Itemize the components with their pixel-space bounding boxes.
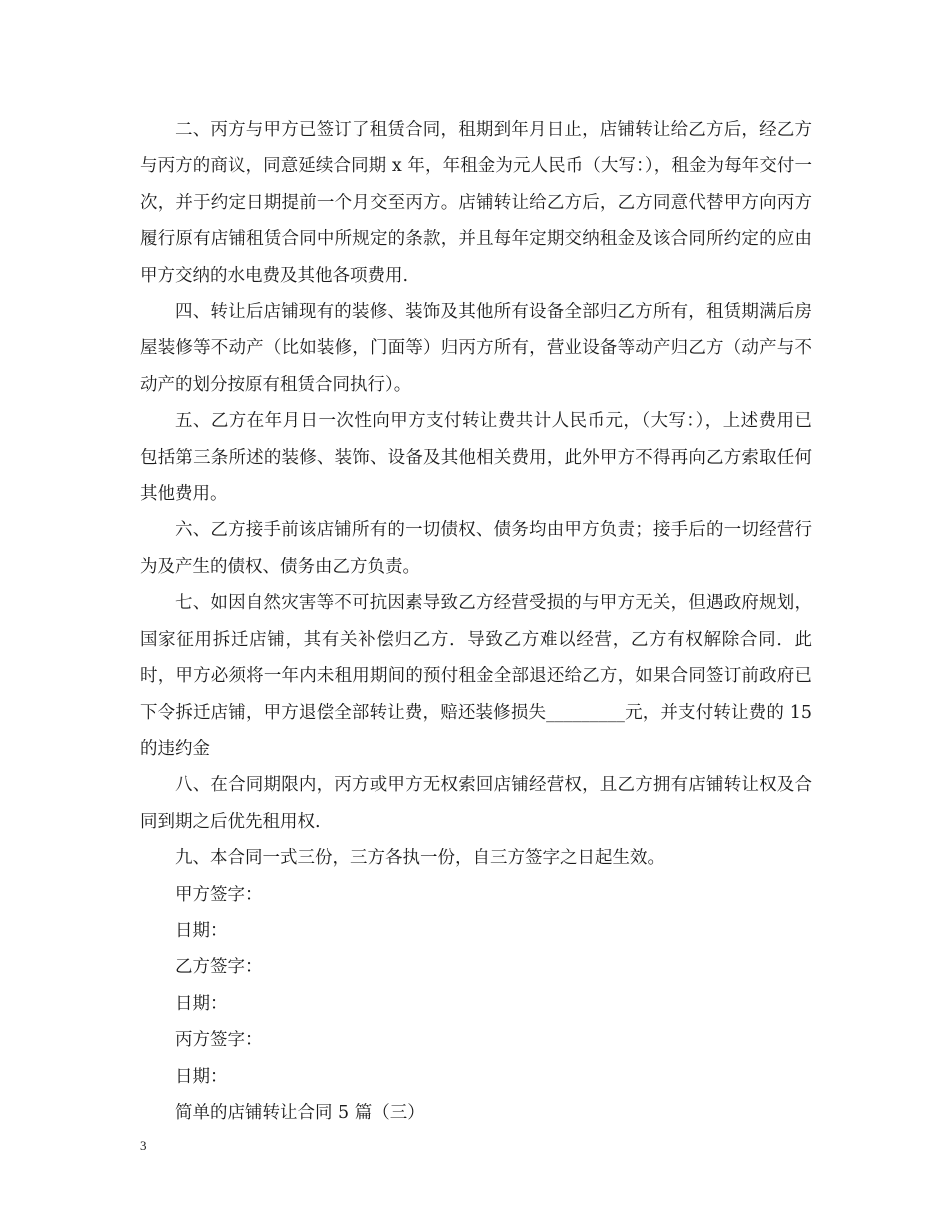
- document-body: [140, 112, 818, 1131]
- clause-8-paragraph: 八、在合同期限内，丙方或甲方无权索回店铺经营权，且乙方拥有店铺转让权及合同到期之后优先租用权.: [140, 775, 812, 832]
- party-b-date-line: 日期：: [175, 993, 228, 1014]
- clause-7-paragraph: 七、如因自然灾害等不可抗因素导致乙方经营受损的与甲方无关，但遇政府规划，国家征用拆迁店铺，其有关补偿归乙方．导致乙方难以经营，乙方有权解除合同．此时，甲方必须将一年内未租用期间的预付租金全部退还给乙方，如果合同签订前政府已下令拆迁店铺，甲方退偿全部转让费，赔还装修损失_________元，并支付转让费的 15 的违约金: [140, 593, 818, 759]
- clause-6-paragraph: 六、乙方接手前该店铺所有的一切债权、债务均由甲方负责；接手后的一切经营行为及产生的债权、债务由乙方负责。: [140, 520, 812, 577]
- party-b-signature-line: 乙方签字：: [175, 957, 263, 978]
- party-c-signature-line: 丙方签字：: [175, 1030, 263, 1051]
- clause-4-paragraph: 四、转让后店铺现有的装修、装饰及其他所有设备全部归乙方所有，租赁期满后房屋装修等不动产（比如装修，门面等）归丙方所有，营业设备等动产归乙方（动产与不动产的划分按原有租赁合同执行）。: [140, 302, 812, 395]
- clause-9-paragraph: 九、本合同一式三份，三方各执一份，自三方签字之日起生效。: [175, 848, 665, 869]
- party-a-date-line: 日期：: [175, 920, 228, 941]
- section-heading: 简单的店铺转让合同 5 篇（三）: [175, 1102, 425, 1123]
- clause-5-paragraph: 五、乙方在年月日一次性向甲方支付转让费共计人民币元，（大写：），上述费用已包括第三条所述的装修、装饰、设备及其他相关费用，此外甲方不得再向乙方索取任何其他费用。: [140, 411, 812, 505]
- clause-2-paragraph: 二、丙方与甲方已签订了租赁合同，租期到年月日止，店铺转让给乙方后，经乙方与丙方的商议，同意延续合同期 x 年，年租金为元人民币（大写：），租金为每年交付一次，并于约定日期提前一个月交至丙方。店铺转让给乙方后，乙方同意代替甲方向丙方履行原有店铺租赁合同中所规定的条款，并且每年定期交纳租金及该合同所约定的应由甲方交纳的水电费及其他各项费用.: [140, 120, 812, 286]
- party-a-signature-line: 甲方签字：: [175, 884, 263, 905]
- page-number: 3: [140, 1138, 147, 1153]
- party-c-date-line: 日期：: [175, 1066, 228, 1087]
